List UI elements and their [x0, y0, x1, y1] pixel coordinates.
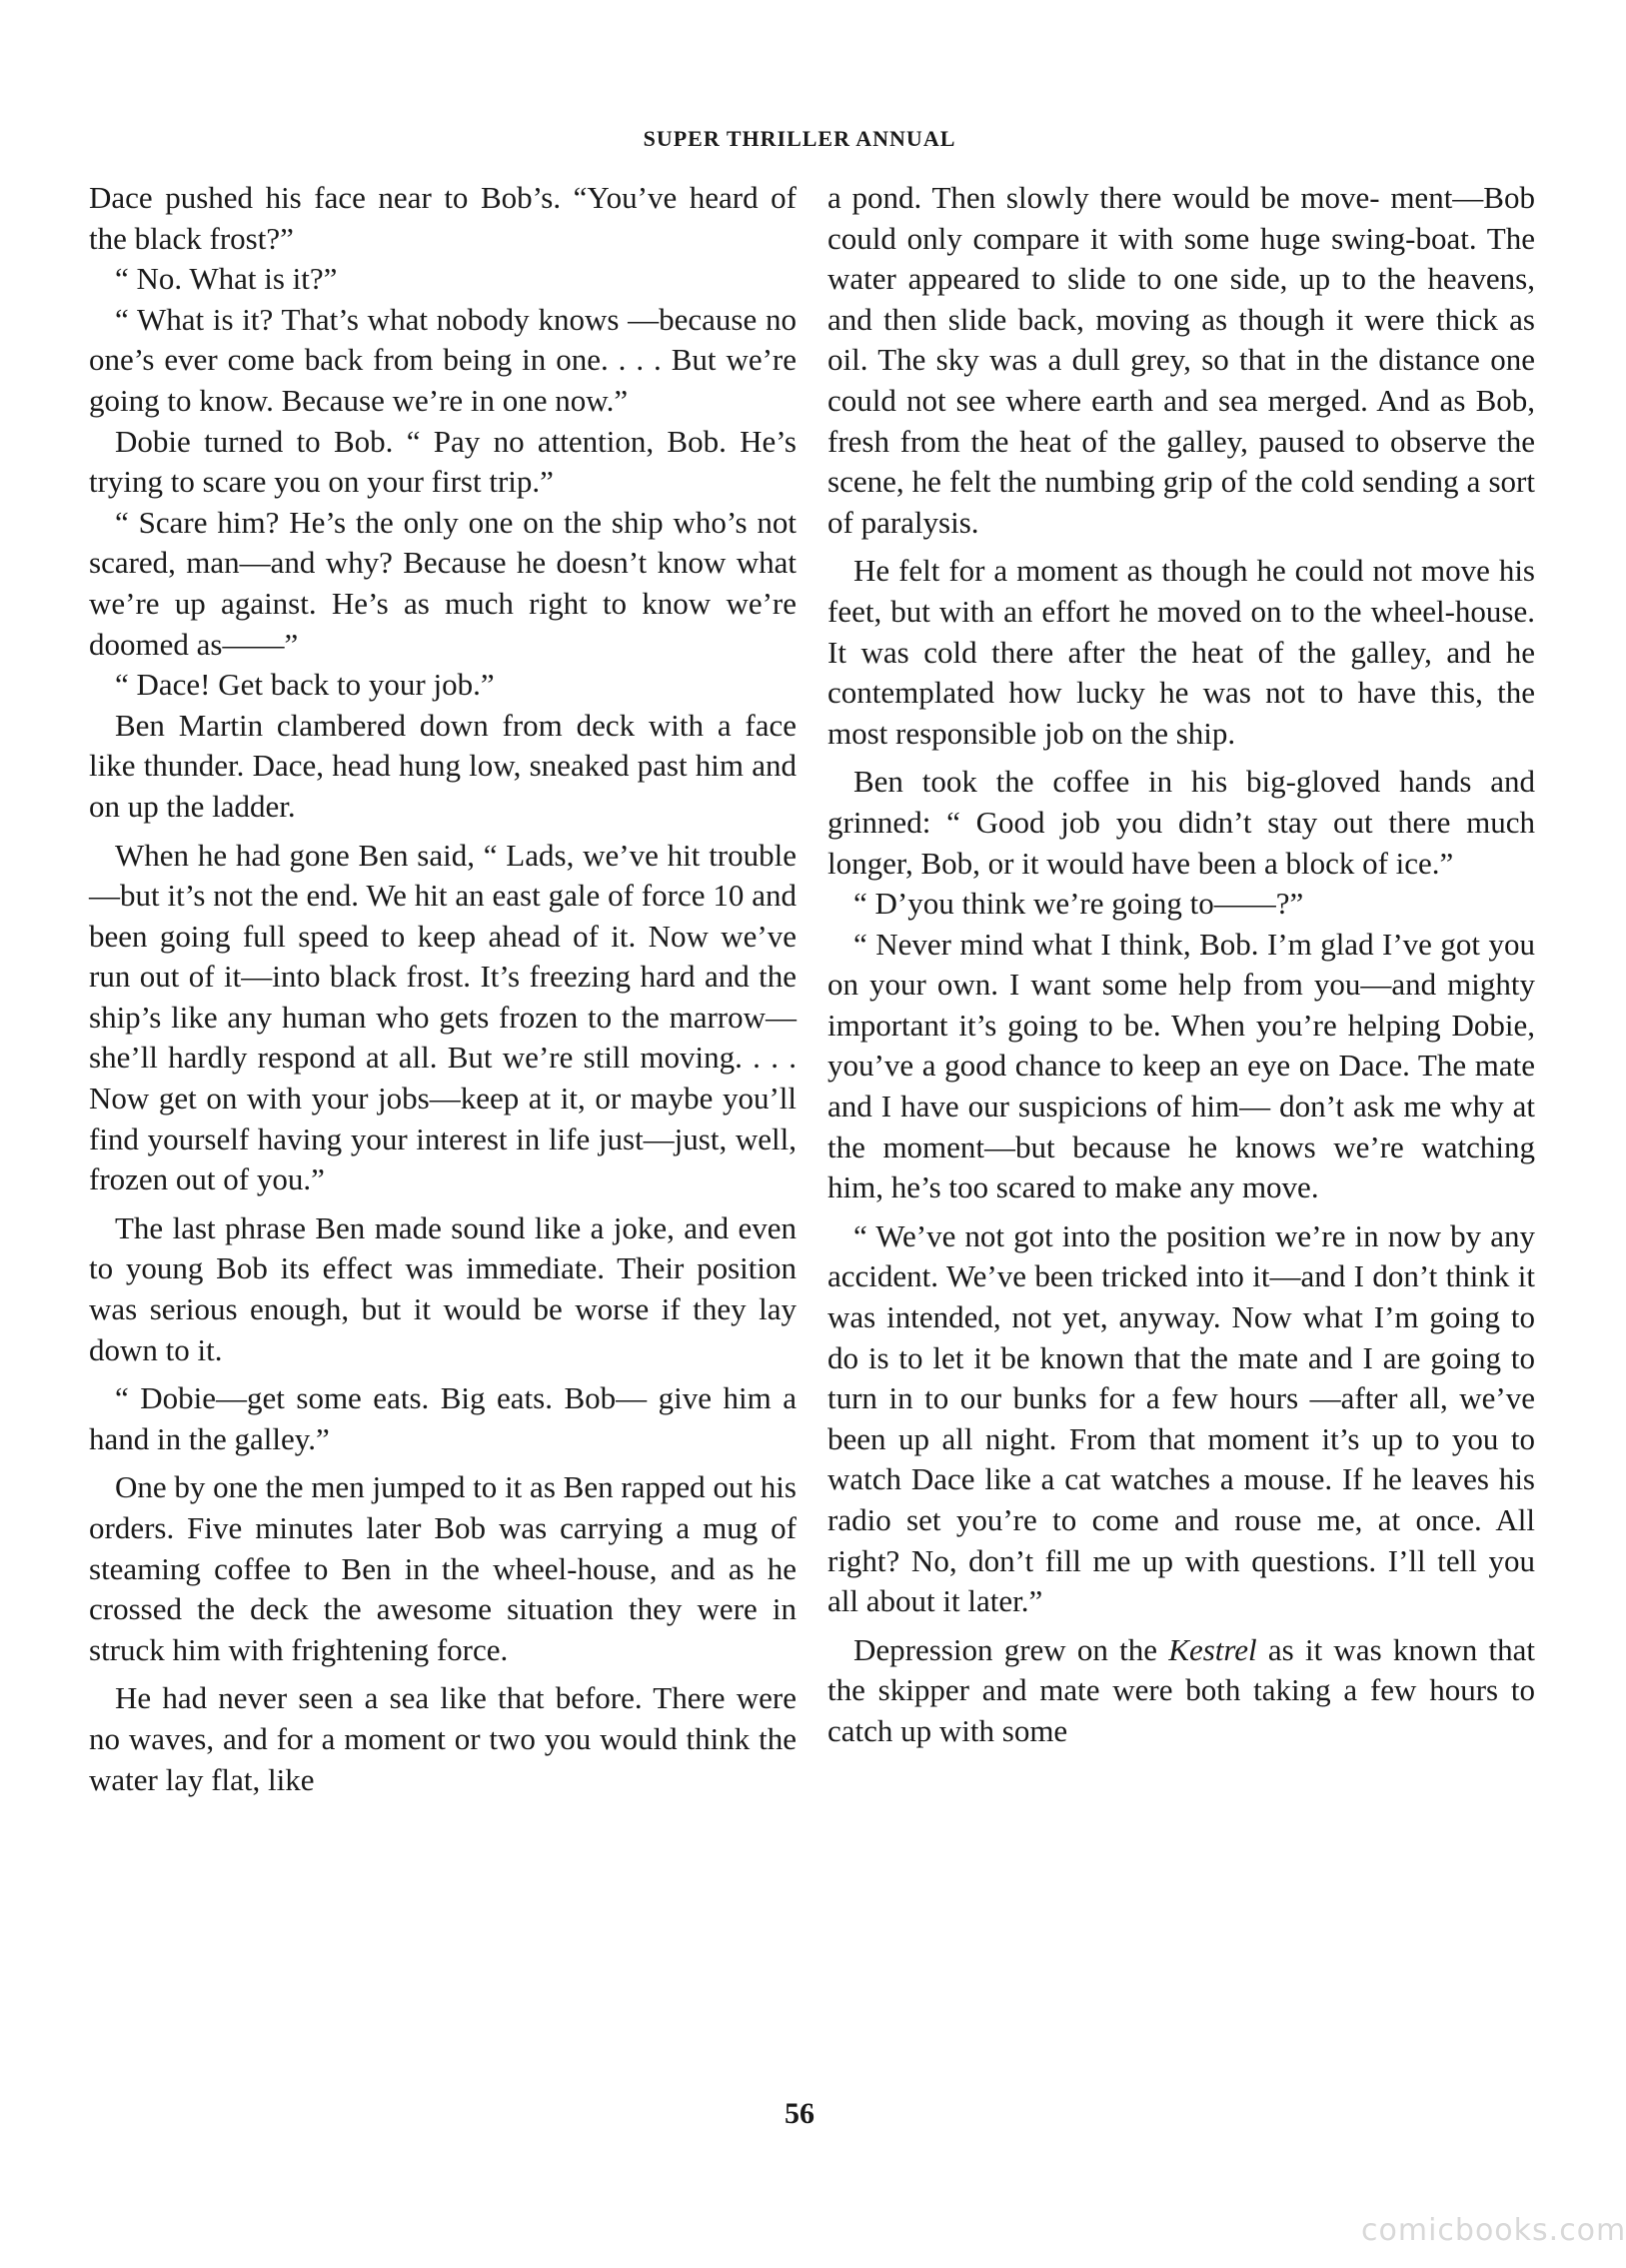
paragraph: One by one the men jumped to it as Ben rapped out his orders. Five minutes later Bob was carrying a mug of steaming coffee to Ben in the wheel-house, and as he crossed the deck the awesome situation they were in struck him with frightening force.: [89, 1469, 797, 1667]
paragraph: When he had gone Ben said, “ Lads, we’ve hit trouble—but it’s not the end. We hit an east gale of force 10 and been going full speed to keep ahead of it. Now we’ve run out of it—into black frost. It’s freezing hard and the ship’s like any human who gets frozen to the marrow—she’ll hardly respond at all. But we’re still moving. . . . Now get on with your jobs—keep at it, or maybe you’ll find yourself having your interest in life just—just, well, frozen out of you.”: [89, 837, 797, 1197]
paragraph: He felt for a moment as though he could not move his feet, but with an effort he moved on to the wheel-house. It was cold there after the heat of the galley, and he contemplated how lucky he was not to have this, the most responsible job on the ship.: [827, 553, 1535, 751]
paragraph: “ No. What is it?”: [115, 261, 338, 297]
paragraph: Ben Martin clambered down from deck with a face like thunder. Dace, head hung low, sneaked past him and on up the ladder.: [89, 707, 797, 824]
paragraph: The last phrase Ben made sound like a joke, and even to young Bob its effect was immediate. Their position was serious enough, but it would be worse if they lay down to it.: [89, 1209, 797, 1367]
paragraph: “ D’you think we’re going to——?”: [853, 886, 1304, 922]
paragraph: “ Never mind what I think, Bob. I’m glad I’ve got you on your own. I want some help from you—and mighty important it’s going to be. When you’re helping Dobie, you’ve a good chance to keep an eye on Dace. The mate and I have our suspicions of him— don’t ask me why at the moment—but because he knows we’re watching him, he’s too scared to make any move.: [827, 926, 1535, 1205]
paragraph: “ We’ve not got into the position we’re in now by any accident. We’ve been tricked into it—and I don’t think it was intended, not yet, anyway. Now what I’m going to do is to let it be known that the mate and I are going to turn in to our bunks for a few hours —after all, we’ve been up all night. From that moment it’s up to you to watch Dace like a cat watches a mouse. If he leaves his radio set you’re to come and rouse me, at once. All right? No, don’t fill me up with questions. I’ll tell you all about it later.”: [827, 1217, 1535, 1619]
watermark: comicbooks.com: [1361, 2213, 1626, 2248]
paragraph: a pond. Then slowly there would be move- ment—Bob could only compare it with some huge swing-boat. The water appeared to slide to one side, up to the heavens, and then slide back, moving as though it were thick as oil. The sky was a dull grey, so that in the distance one could not see where earth and sea merged. And as Bob, fresh from the heat of the galley, paused to observe the scene, he felt the numbing grip of the cold sending a sort of paralysis.: [827, 180, 1535, 540]
paragraph: “ Dobie—get some eats. Big eats. Bob— give him a hand in the galley.”: [89, 1380, 797, 1456]
paragraph-text: as it was known that the skipper and mate were both taking a few hours to catch up with some: [827, 1631, 1535, 1748]
ship-name: Kestrel: [1168, 1631, 1257, 1667]
paragraph-text: Depression grew on the: [853, 1631, 1169, 1667]
paragraph: “ What is it? That’s what nobody knows —because no one’s ever come back from being in one. . . . But we’re going to know. Because we’re in one now.”: [89, 301, 797, 418]
paragraph: He had never seen a sea like that before. There were no waves, and for a moment or two you would think the water lay flat, like: [89, 1680, 797, 1797]
right-column: [827, 178, 1535, 1752]
left-column: [89, 178, 797, 1800]
paragraph: “ Scare him? He’s the only one on the ship who’s not scared, man—and why? Because he doesn’t know what we’re up against. He’s as much right to know we’re doomed as——”: [89, 504, 797, 662]
paragraph: Ben took the coffee in his big-gloved hands and grinned: “ Good job you didn’t stay out there much longer, Bob, or it would have been a block of ice.”: [827, 764, 1535, 881]
page-number: 56: [785, 2097, 814, 2130]
paragraph: “ Dace! Get back to your job.”: [115, 667, 495, 703]
paragraph-last: [827, 1630, 1535, 1752]
running-head: SUPER THRILLER ANNUAL: [643, 126, 956, 151]
paragraph: Dace pushed his face near to Bob’s. “You’ve heard of the black frost?”: [89, 180, 797, 256]
paragraph: Dobie turned to Bob. “ Pay no attention, Bob. He’s trying to scare you on your first trip.”: [89, 423, 797, 500]
